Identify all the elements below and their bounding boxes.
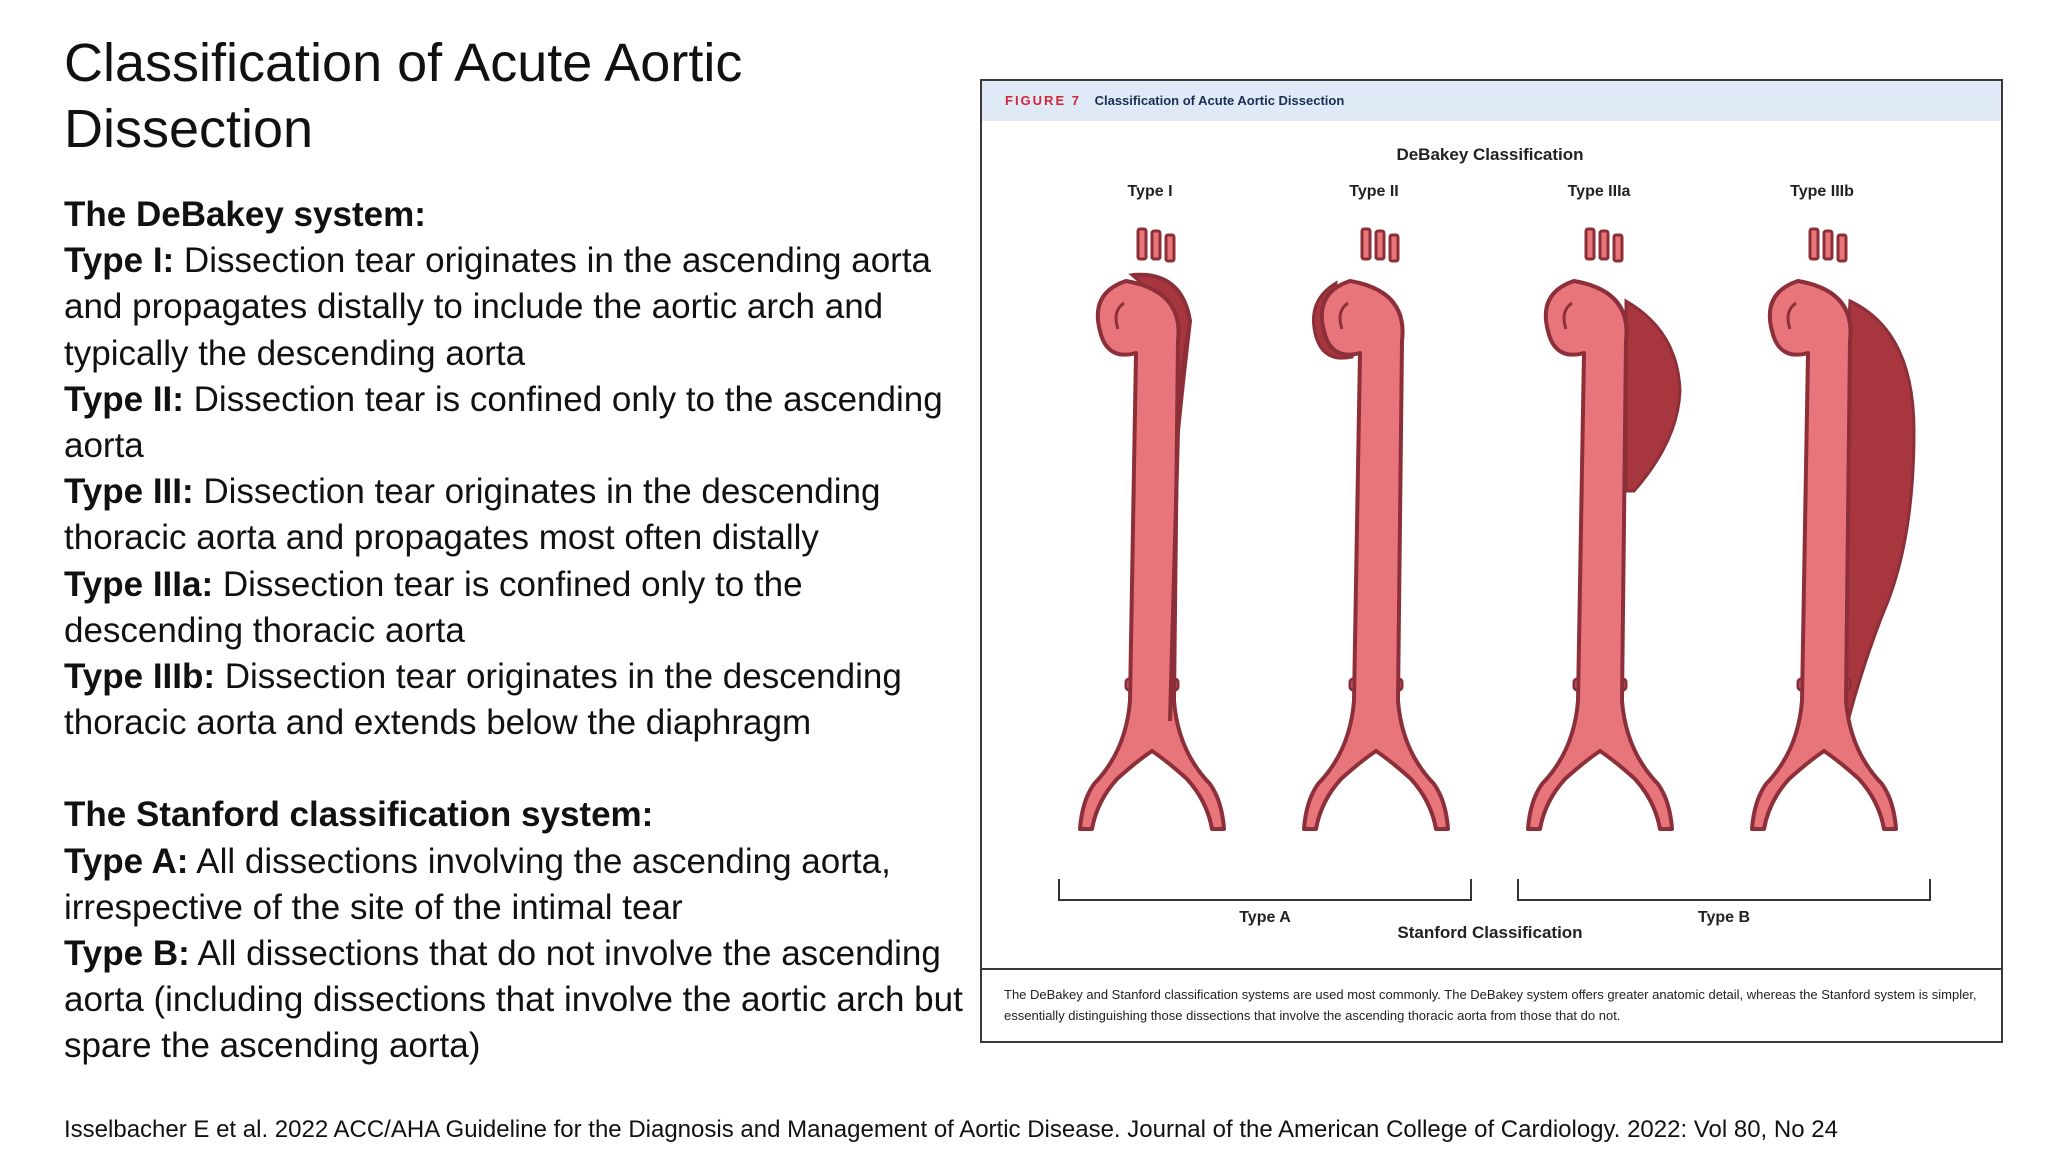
item-label: Type A: — [64, 841, 189, 881]
item-text: All dissections that do not involve the ascending aorta (including dissections that involve the aortic arch but spare the ascending aorta) — [64, 934, 963, 1066]
figure-title: Classification of Acute Aortic Dissection — [1094, 93, 1345, 108]
aorta-type-3b — [1752, 229, 1914, 829]
type-label-3b: Type IIIb — [1790, 183, 1854, 200]
stanford-title: Stanford Classification — [1397, 923, 1583, 942]
type-a-bracket — [1059, 879, 1471, 900]
paragraph-spacer — [64, 746, 964, 792]
aorta-type-2 — [1304, 229, 1448, 829]
citation: Isselbacher E et al. 2022 ACC/AHA Guideline for the Diagnosis and Management of Aortic Disease. Journal of the American College of Cardiology. 2022: Vol 80, No 24 — [64, 1116, 1838, 1143]
stanford-type-b-label: Type B — [1697, 909, 1751, 926]
debakey-title: DeBakey Classification — [1396, 145, 1584, 164]
debakey-type-2 — [64, 377, 964, 469]
item-text: Dissection tear originates in the ascending aorta and propagates distally to include the aortic arch and typically the descending aorta — [64, 241, 932, 373]
item-text: All dissections involving the ascending aorta, irrespective of the site of the intimal tear — [64, 841, 891, 927]
item-label: Type II: — [64, 379, 184, 419]
stanford-type-a-label: Type A — [1239, 909, 1291, 926]
debakey-heading: The DeBakey system: — [64, 195, 426, 234]
slide-body — [64, 192, 964, 1070]
debakey-type-3a — [64, 562, 964, 654]
figure-caption: The DeBakey and Stanford classification systems are used most commonly. The DeBakey system offers greater anatomic detail, whereas the Stanford system is simpler, essentially distinguishing those dissections that involve the ascending thoracic aorta from those that do not. — [982, 968, 2001, 1043]
stanford-type-b — [64, 931, 964, 1070]
item-label: Type B: — [64, 934, 190, 974]
item-label: Type I: — [64, 241, 175, 281]
item-text: Dissection tear originates in the descending thoracic aorta and extends below the diaphragm — [64, 657, 902, 743]
slide-title: Classification of Acute Aortic Dissection — [64, 33, 743, 159]
type-label-2: Type II — [1349, 183, 1399, 200]
type-label-1: Type I — [1127, 183, 1173, 200]
stanford-type-a — [64, 839, 964, 931]
aorta-type-1 — [1080, 229, 1224, 829]
item-label: Type IIIa: — [64, 564, 214, 604]
debakey-type-3 — [64, 469, 964, 561]
item-text: Dissection tear is confined only to the ascending aorta — [64, 379, 943, 466]
figure-panel — [980, 79, 2003, 1043]
debakey-type-3b — [64, 654, 964, 746]
item-text: Dissection tear is confined only to the descending thoracic aorta — [64, 564, 803, 650]
item-label: Type III: — [64, 472, 194, 512]
aorta-diagram — [982, 121, 2001, 966]
debakey-type-1 — [64, 238, 964, 377]
item-label: Type IIIb: — [64, 657, 216, 697]
figure-label: FIGURE 7 — [1005, 93, 1081, 108]
type-label-3a: Type IIIa — [1567, 183, 1631, 200]
stanford-heading: The Stanford classification system: — [64, 795, 654, 835]
type-b-bracket — [1518, 879, 1930, 900]
figure-header — [982, 81, 2001, 121]
aorta-type-3a — [1528, 229, 1680, 829]
item-text: Dissection tear originates in the descending thoracic aorta and propagates most often distally — [64, 472, 881, 558]
